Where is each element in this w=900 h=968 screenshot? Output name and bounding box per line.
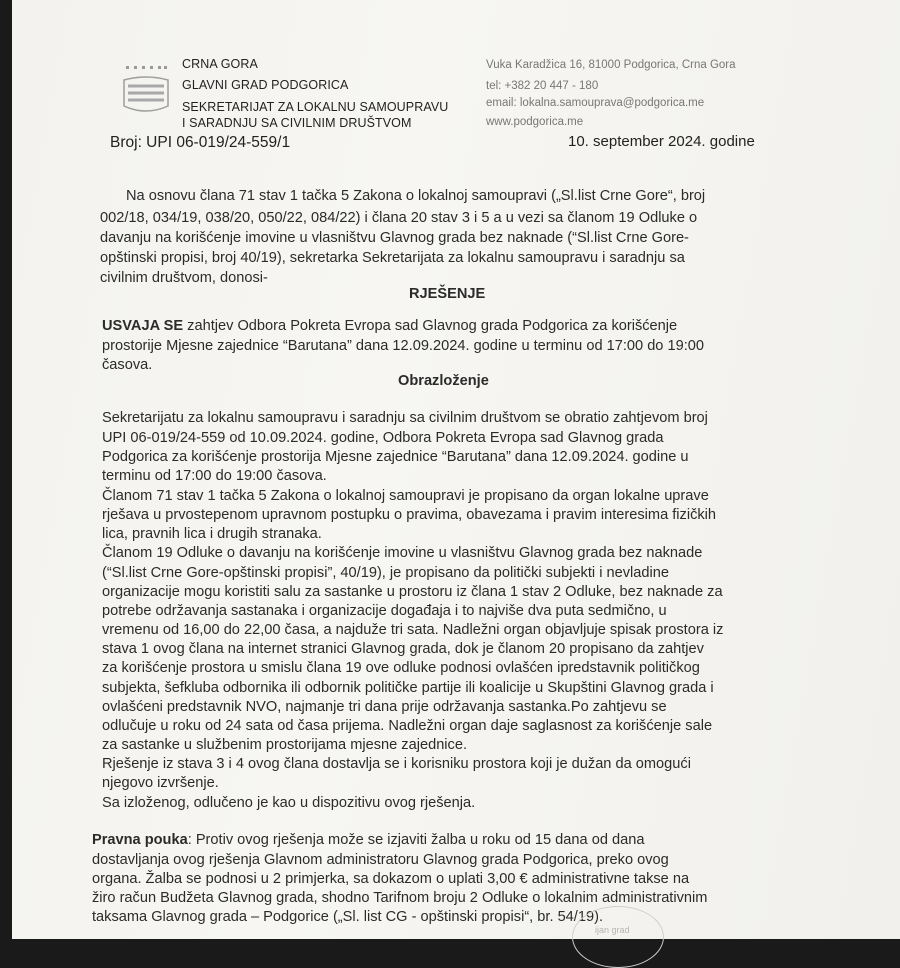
reasoning-line: rješava u prvostepenom upravnom postupku o pravima, obavezama i pravim interesima fizičkih — [102, 507, 717, 523]
header-department-line1: SEKRETARIJAT ZA LOKALNU SAMOUPRAVU — [182, 100, 449, 114]
reasoning-line: Podgorica za korišćenje prostorija Mjesne zajednice “Barutana” dana 12.09.2024. godine u — [102, 449, 689, 465]
reasoning-line: Članom 19 Odluke o davanju na korišćenje imovine u vlasništvu Glavnog grada bez naknade — [102, 545, 703, 561]
reference-number: Broj: UPI 06-019/24-559/1 — [110, 134, 291, 151]
reasoning-line: Sa izloženog, odlučeno je kao u dispozitivu ovog rješenja. — [102, 795, 476, 811]
reasoning-line: Sekretarijatu za lokalnu samoupravu i saradnju sa civilnim društvom se obratio zahtjevom broj — [102, 410, 708, 426]
official-stamp — [572, 906, 664, 968]
header-email: email: lokalna.samouprava@podgorica.me — [486, 97, 705, 109]
intro-line: 002/18, 034/19, 038/20, 050/22, 084/22) i člana 20 stav 3 i 5 a u vezi sa članom 19 Odluke o — [100, 210, 698, 226]
decision-title: RJEŠENJE — [409, 286, 486, 302]
reasoning-line: Članom 71 stav 1 tačka 5 Zakona o lokalnoj samoupravi je propisano da organ lokalne uprave — [102, 488, 709, 504]
decision-line1-text: zahtjev Odbora Pokreta Evropa sad Glavnog grada Podgorica za korišćenje — [183, 318, 678, 334]
legal-line: dostavljanja ovog rješenja Glavnom administratoru Glavnog grada Podgorica, preko ovog — [92, 852, 669, 868]
reasoning-line: organizacije mogu koristiti salu za sastanke u prostoru iz člana 1 stav 2 Odluke, bez naknade za — [102, 584, 723, 600]
header-phone: tel: +382 20 447 - 180 — [486, 80, 599, 92]
header-website: www.podgorica.me — [486, 116, 584, 128]
reasoning-line: lica, pravnih lica i drugih stranaka. — [102, 526, 322, 542]
header-city: GLAVNI GRAD PODGORICA — [182, 78, 349, 92]
reasoning-line: odlučuje u roku od 24 sata od časa prijema. Nadležni organ daje saglasnost za korišćenje sale — [102, 718, 713, 734]
legal-line1-text: : Protiv ovog rješenja može se izjaviti žalba u roku od 15 dana od dana — [187, 832, 645, 848]
intro-line: Na osnovu člana 71 stav 1 tačka 5 Zakona o lokalnoj samoupravi („Sl.list Crne Gore“, broj — [126, 188, 706, 204]
reasoning-line: stava 1 ovog člana na internet stranici Glavnog grada, dok je članom 20 propisano da zahtjev — [102, 641, 704, 657]
reasoning-line: UPI 06-019/24-559 od 10.09.2024. godine, Odbora Pokreta Evropa sad Glavnog grada — [102, 430, 664, 446]
legal-line: taksama Glavnog grada – Podgorice („Sl. list CG - opštinski propisi“, br. 54/19). — [92, 909, 604, 925]
reasoning-line: terminu od 17:00 do 19:00 časova. — [102, 468, 327, 484]
header-country: CRNA GORA — [182, 57, 258, 71]
reasoning-line: za korišćenje prostora u smislu člana 19 ove odluke podnosi ovlašćen ipredstavnik političkog — [102, 660, 700, 676]
reasoning-title: Obrazloženje — [398, 373, 489, 389]
intro-line: civilnim društvom, donosi- — [100, 270, 268, 286]
reasoning-line: za sastanke u službenim prostorijama mjesne zajednice. — [102, 737, 468, 753]
legal-line: žiro račun Budžeta Glavnog grada, shodno Tarifnom broju 2 Odluke o lokalnim administrativnim — [92, 890, 708, 906]
header-department-line2: I SARADNJU SA CIVILNIM DRUŠTVOM — [182, 116, 412, 130]
document-page — [12, 0, 900, 939]
legal-line: organa. Žalba se podnosi u 2 primjerka, sa dokazom o uplati 3,00 € administrativne takse na — [92, 871, 690, 887]
reasoning-line: (“Sl.list Crne Gore-opštinski propisi”, 40/19), je propisano da politički subjekti i nevladine — [102, 565, 669, 581]
decision-line3: časova. — [102, 357, 153, 373]
decision-line2: prostorije Mjesne zajednice “Barutana” dana 12.09.2024. godine u terminu od 17:00 do 19:00 — [102, 338, 704, 354]
reasoning-line: vremenu od 16,00 do 22,00 časa, a najduže tri sata. Nadležni organ objavljuje spisak prostora iz — [102, 622, 724, 638]
reasoning-line: njegovo izvršenje. — [102, 775, 219, 791]
stamp-text: ijan grad — [595, 925, 630, 935]
intro-line: opštinski propisi, broj 40/19), sekretarka Sekretarijata za lokalnu samoupravu i saradnju sa — [100, 250, 685, 266]
decision-lead: USVAJA SE — [102, 318, 184, 334]
coat-of-arms-logo — [120, 54, 172, 124]
document-date: 10. september 2024. godine — [568, 133, 755, 150]
intro-line: davanju na korišćenje imovine u vlasništvu Glavnog grada bez naknade (“Sl.list Crne Gore- — [100, 230, 689, 246]
header-address: Vuka Karadžica 16, 81000 Podgorica, Crna Gora — [486, 59, 736, 71]
legal-line1 — [92, 832, 644, 848]
legal-lead: Pravna pouka — [92, 832, 188, 848]
reasoning-line: subjekta, šefkluba odbornika ili odbornik političke partije ili koalicije u Skupštini Glavnog grada i — [102, 680, 714, 696]
reasoning-line: potrebe održavanja sastanaka i organizacije događaja i to najviše dva puta sedmično, u — [102, 603, 667, 619]
reasoning-line: Rješenje iz stava 3 i 4 ovog člana dostavlja se i korisniku prostora koji je dužan da omogući — [102, 756, 691, 772]
reasoning-line: ovlašćeni predstavnik NVO, najmanje tri dana prije održavanja sastanka.Po zahtjevu se — [102, 699, 667, 715]
decision-line1 — [102, 318, 677, 334]
